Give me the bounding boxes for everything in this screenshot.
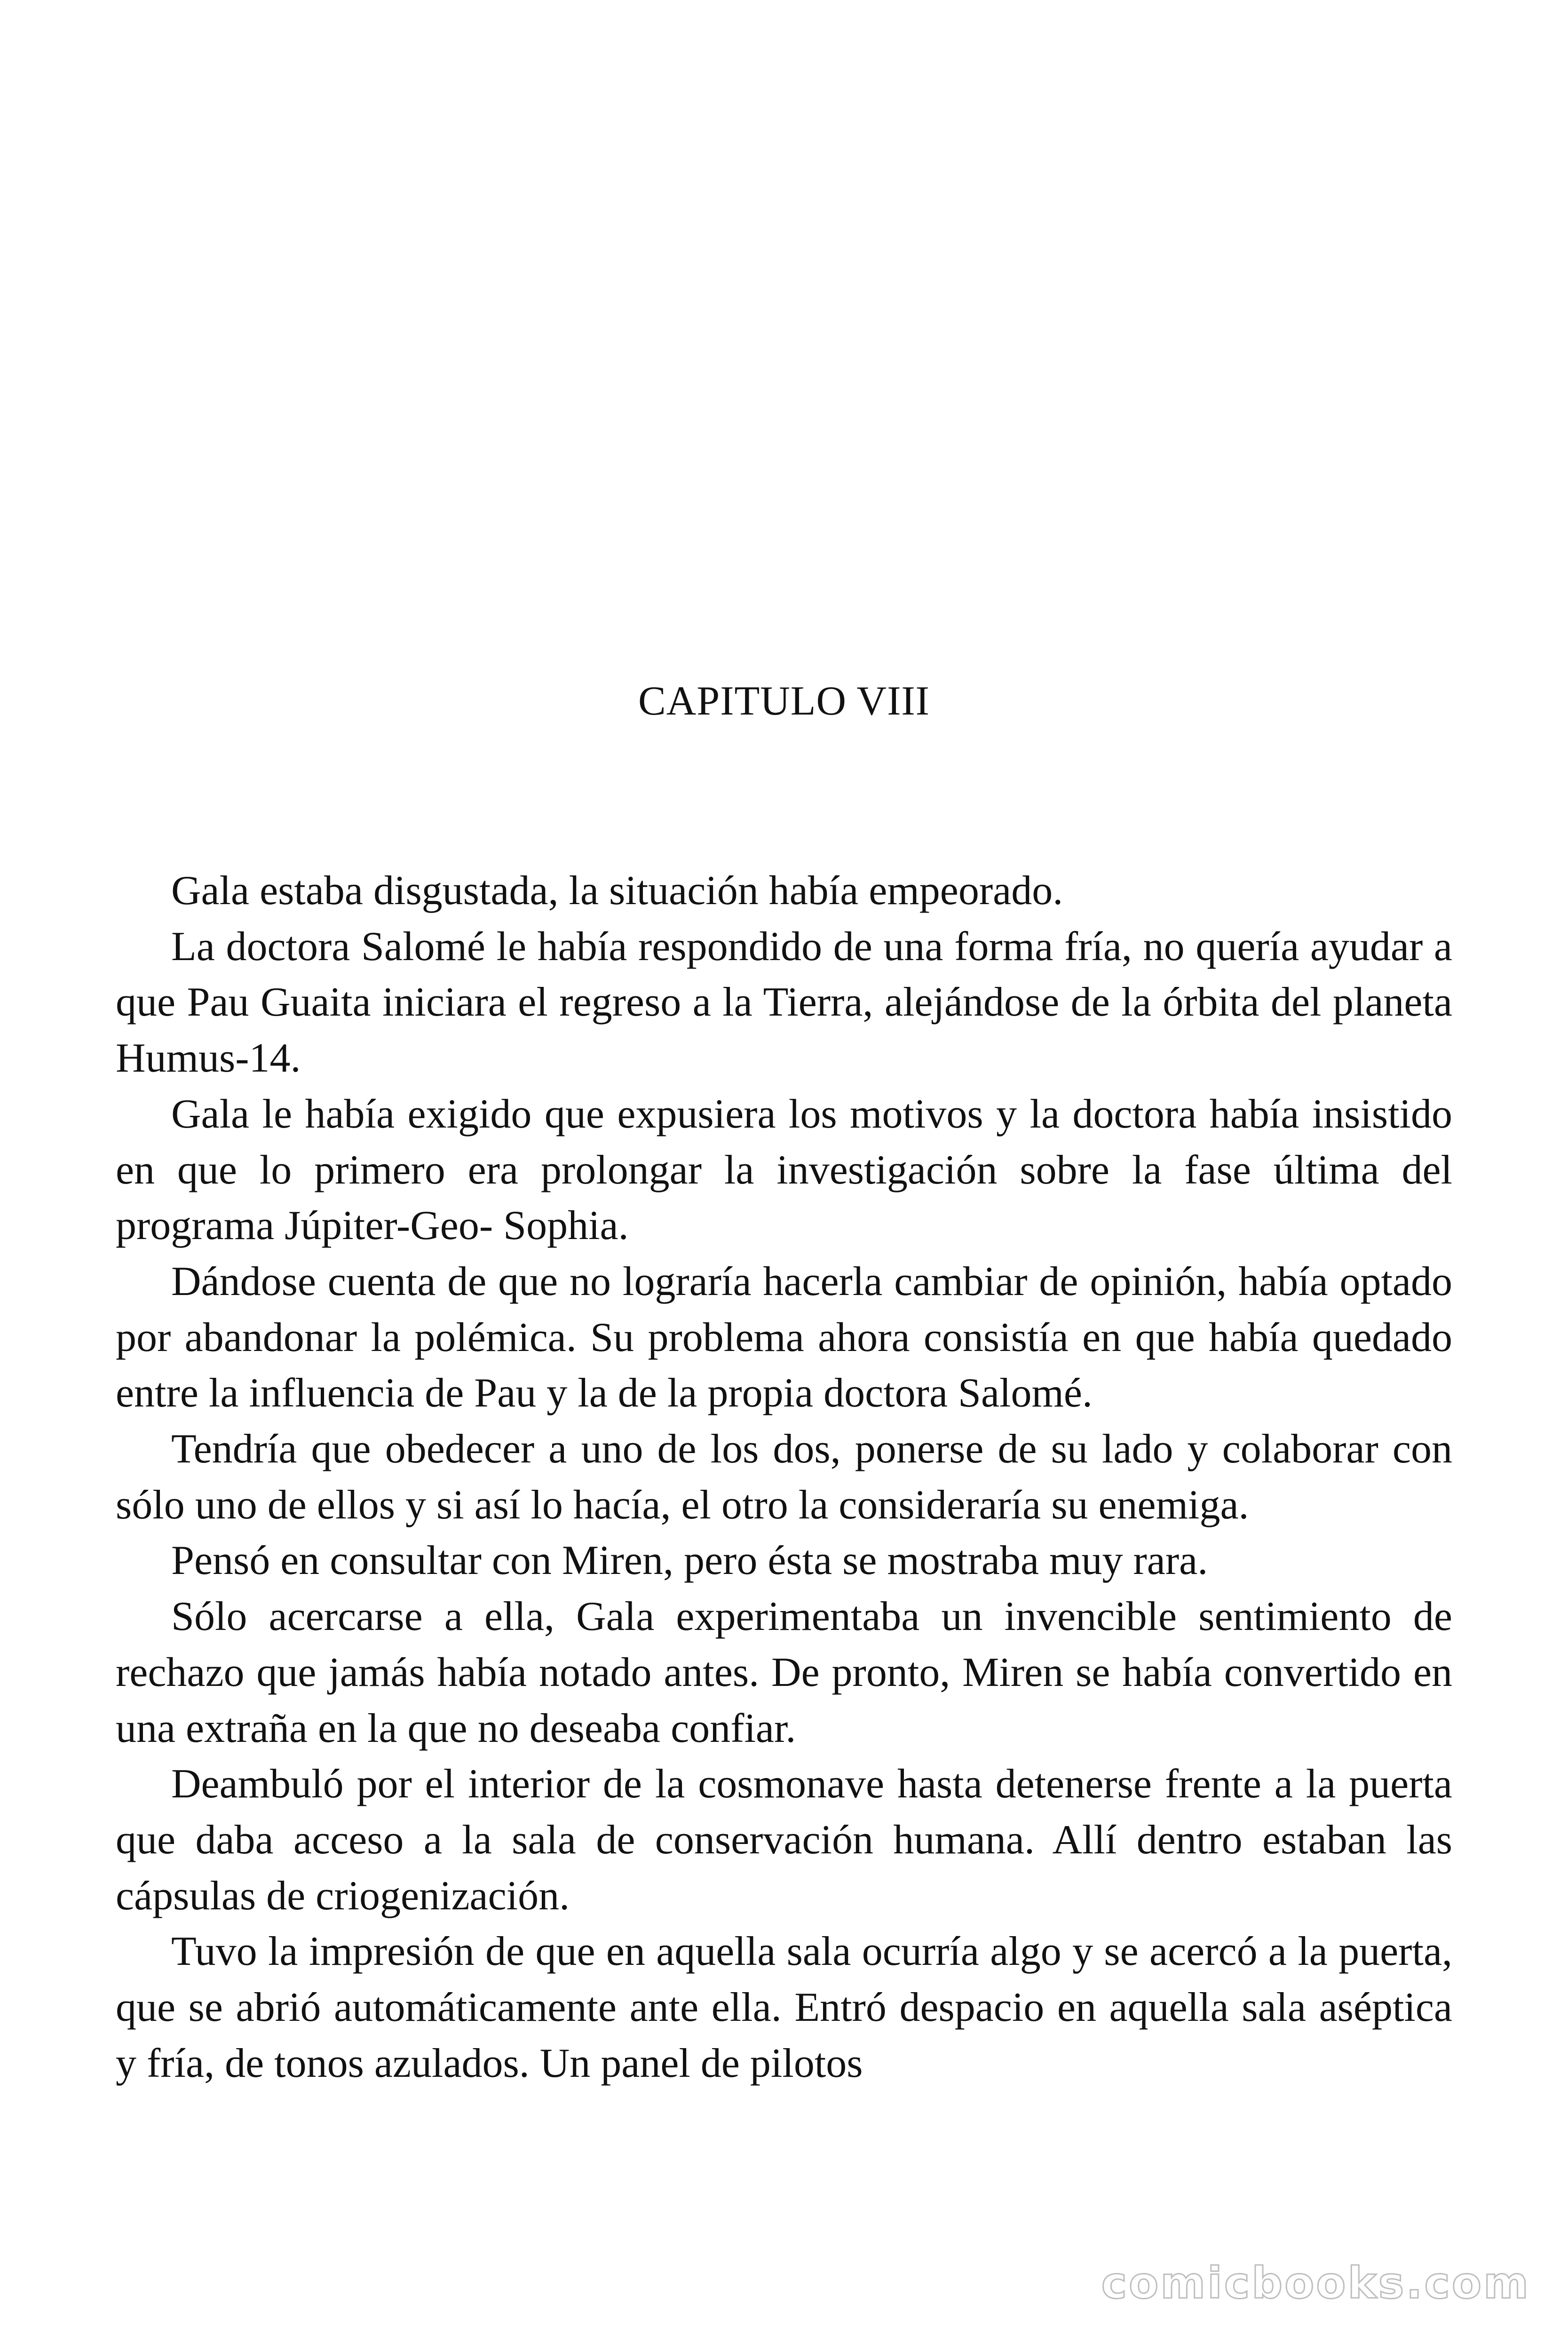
- chapter-body: [116, 863, 1452, 2091]
- watermark: comicbooks.com: [1101, 2258, 1530, 2308]
- paragraph: Gala le había exigido que expusiera los motivos y la doctora había insistido en que lo primero era prolongar la investigación sobre la fase última del programa Júpiter-Geo- Sophia.: [116, 1091, 1452, 1249]
- paragraph: Tuvo la impresión de que en aquella sala ocurría algo y se acercó a la puerta, que se abrió automáticamente ante ella. Entró despacio en aquella sala aséptica y fría, de tonos azulados. Un panel de pilotos: [116, 1929, 1452, 2086]
- paragraph: Sólo acercarse a ella, Gala experimentaba un invencible sentimiento de rechazo que jamás había notado antes. De pronto, Miren se había convertido en una extraña en la que no deseaba confiar.: [116, 1594, 1452, 1751]
- paragraph: La doctora Salomé le había respondido de una forma fría, no quería ayudar a que Pau Guaita iniciara el regreso a la Tierra, alejándose de la órbita del planeta Humus-14.: [116, 923, 1452, 1081]
- paragraph: Gala estaba disgustada, la situación había empeorado.: [171, 868, 1063, 914]
- paragraph: Pensó en consultar con Miren, pero ésta se mostraba muy rara.: [171, 1538, 1208, 1584]
- chapter-title: CAPITULO VIII: [638, 678, 930, 724]
- paragraph: Deambuló por el interior de la cosmonave hasta detenerse frente a la puerta que daba acceso a la sala de conservación humana. Allí dentro estaban las cápsulas de criogenización.: [116, 1761, 1452, 1919]
- paragraph: Tendría que obedecer a uno de los dos, ponerse de su lado y colaborar con sólo uno de ellos y si así lo hacía, el otro la consideraría su enemiga.: [116, 1426, 1452, 1528]
- paragraph: Dándose cuenta de que no lograría hacerla cambiar de opinión, había optado por abandonar la polémica. Su problema ahora consistía en que había quedado entre la influencia de Pau y la de la propia doctora Salomé.: [116, 1258, 1452, 1416]
